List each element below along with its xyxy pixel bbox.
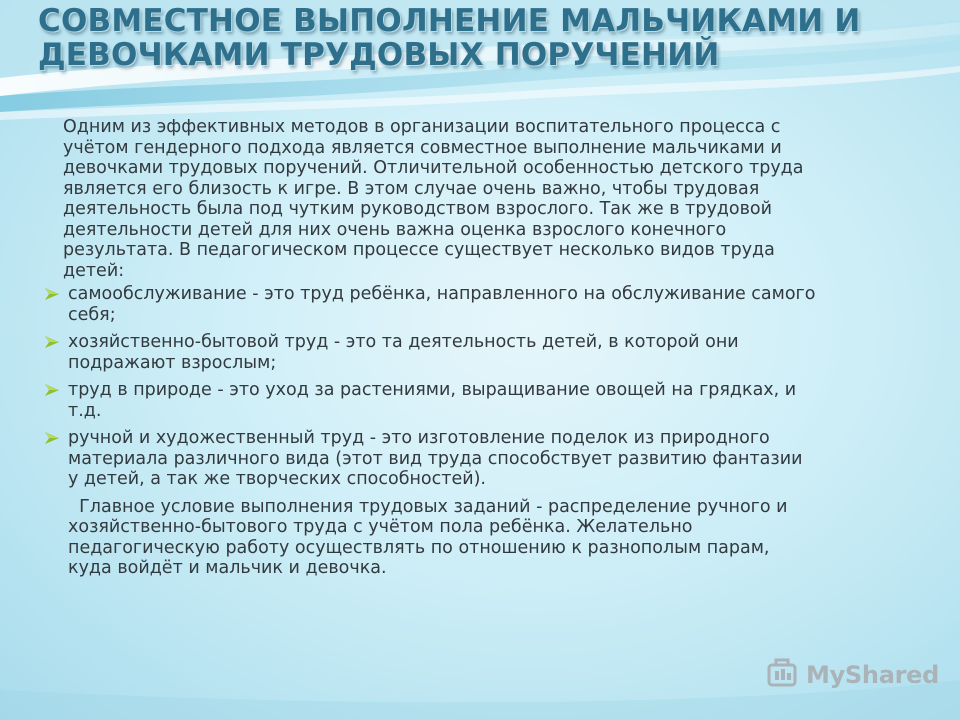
list-item-line: материала различного вида (этот вид труда способствует развитию фантазии <box>68 448 803 469</box>
title-line-2: ДЕВОЧКАМИ ТРУДОВЫХ ПОРУЧЕНИЙ <box>38 37 720 73</box>
slide-body <box>44 117 924 579</box>
list-item-line: себя; <box>68 304 116 325</box>
list-item <box>44 380 924 421</box>
intro-line: деятельности детей для них очень важна оценка взрослого конечного <box>63 219 727 240</box>
list-item-line: труд в природе - это уход за растениями, выращивание овощей на грядках, и <box>68 380 797 400</box>
arrow-bullet-icon <box>44 430 60 446</box>
intro-line: девочками трудовых поручений. Отличительной особенностью детского труда <box>63 158 804 178</box>
conclusion-paragraph <box>44 497 924 579</box>
watermark-text: MyShared <box>806 661 939 689</box>
list-item-line: т.д. <box>68 400 102 421</box>
title-line-1: СОВМЕСТНОЕ ВЫПОЛНЕНИЕ МАЛЬЧИКАМИ И <box>38 3 861 39</box>
intro-line: Одним из эффективных методов в организации воспитательного процесса с <box>63 117 781 137</box>
conclusion-line: хозяйственно-бытового труда с учётом пола ребёнка. Желательно <box>68 517 693 537</box>
conclusion-line: педагогическую работу осуществлять по отношению к разнополым парам, <box>68 537 770 558</box>
list-item <box>44 284 924 325</box>
slide-title <box>38 4 938 72</box>
list-item <box>44 428 924 490</box>
intro-line: деятельность была под чутким руководством взрослого. Так же в трудовой <box>63 199 772 219</box>
myshared-logo-icon <box>766 656 800 694</box>
labor-types-list <box>44 284 924 490</box>
intro-line: учётом гендерного подхода является совместное выполнение мальчиками и <box>63 137 782 158</box>
list-item-line: ручной и художественный труд - это изготовление поделок из природного <box>68 428 770 448</box>
intro-line: детей: <box>63 260 125 281</box>
intro-paragraph <box>44 117 924 281</box>
list-item <box>44 332 924 373</box>
myshared-watermark <box>766 655 939 695</box>
list-item-line: подражают взрослым; <box>68 352 277 373</box>
list-item-line: у детей, а так же творческих способностей). <box>68 469 486 489</box>
intro-line: является его близость к игре. В этом случае очень важно, чтобы трудовая <box>63 178 760 199</box>
list-item-line: хозяйственно-бытовой труд - это та деятельность детей, в которой они <box>68 332 739 352</box>
list-item-line: самообслуживание - это труд ребёнка, направленного на обслуживание самого <box>68 284 816 304</box>
arrow-bullet-icon <box>44 334 60 350</box>
intro-line: результата. В педагогическом процессе существует несколько видов труда <box>63 240 775 260</box>
arrow-bullet-icon <box>44 286 60 302</box>
arrow-bullet-icon <box>44 382 60 398</box>
conclusion-line: куда войдёт и мальчик и девочка. <box>68 558 387 578</box>
conclusion-line: Главное условие выполнения трудовых заданий - распределение ручного и <box>68 496 788 517</box>
